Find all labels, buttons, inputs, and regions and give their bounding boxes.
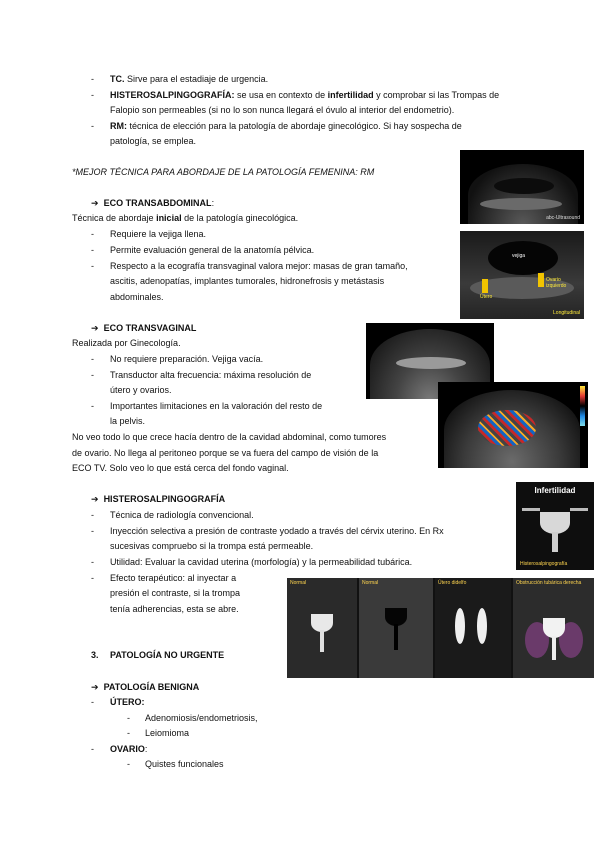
list-item-cont: ascitis, adenopatías, implantes tumorales, hidronefrosis y metástasis xyxy=(110,276,385,286)
bullet: - xyxy=(91,354,94,364)
hsg-panel: Útero didelfo xyxy=(435,578,511,678)
bullet: - xyxy=(91,245,94,255)
hsg-panel: Obstrucción tubárica derecha xyxy=(513,578,594,678)
label-uterus: Útero xyxy=(480,294,493,300)
bullet: - xyxy=(91,401,94,411)
hsg-panel: Normal xyxy=(287,578,357,678)
image-caption: Longitudinal xyxy=(553,310,580,316)
list-item: Adenomiosis/endometriosis, xyxy=(145,713,258,723)
eco-tv-intro: Realizada por Ginecología. xyxy=(72,338,181,348)
list-item: Leiomioma xyxy=(145,728,190,738)
pelvic-ultrasound-labeled-image xyxy=(460,231,584,319)
list-item-hsg: HISTEROSALPINGOGRAFÍA: se usa en contexto de infertilidad y comprobar si las Trompas de xyxy=(110,90,500,100)
bullet: - xyxy=(127,759,130,769)
bullet: - xyxy=(91,261,94,271)
bullet: - xyxy=(91,121,94,131)
bullet: - xyxy=(91,74,94,84)
paragraph-line: ECO TV. Solo veo lo que está cerca del fondo vaginal. xyxy=(72,463,289,473)
bullet: - xyxy=(91,744,94,754)
bullet: - xyxy=(91,510,94,520)
list-item-rm-cont: patología, se emplea. xyxy=(110,136,197,146)
list-item-hsg-cont: Falopio son permeables (si no lo son nunca llegará el óvulo al interior del endometrio). xyxy=(110,105,455,115)
bullet: - xyxy=(91,573,94,583)
list-item-rm: RM: técnica de elección para la patología de abordaje ginecológico. Si hay sospecha de xyxy=(110,121,462,131)
list-item-cont: tenía adherencias, esta se abre. xyxy=(110,604,239,614)
section-heading-benigna: ➔ PATOLOGÍA BENIGNA xyxy=(91,682,200,692)
paragraph-line: No veo todo lo que crece hacía dentro de la cavidad abdominal, como tumores xyxy=(72,432,387,442)
list-item-tc: TC. Sirve para el estadiaje de urgencia. xyxy=(110,74,269,84)
hsg-comparison-image xyxy=(287,578,594,678)
list-item: Requiere la vejiga llena. xyxy=(110,229,207,239)
list-item-cont: útero y ovarios. xyxy=(110,385,172,395)
image-title: Infertilidad xyxy=(534,486,576,495)
image-caption: abc-Ultrasound xyxy=(546,215,580,221)
list-item: Permite evaluación general de la anatomía pélvica. xyxy=(110,245,315,255)
list-item: Utilidad: Evaluar la cavidad uterina (morfología) y la permeabilidad tubárica. xyxy=(110,557,413,567)
hsg-panel: Normal xyxy=(359,578,433,678)
image-caption: Histerosalpingografía xyxy=(520,561,568,567)
label-bladder: vejiga xyxy=(512,253,526,259)
bullet: - xyxy=(91,90,94,100)
infertility-hsg-image xyxy=(516,482,594,570)
list-item: Efecto terapéutico: al inyectar a xyxy=(110,573,237,583)
section-heading-hsg: ➔ HISTEROSALPINGOGRAFÍA xyxy=(91,494,226,504)
list-item: No requiere preparación. Vejiga vacía. xyxy=(110,354,264,364)
list-item: Importantes limitaciones en la valoración del resto de xyxy=(110,401,323,411)
section-number: 3. xyxy=(91,650,99,660)
best-technique-note: *MEJOR TÉCNICA PARA ABORDAJE DE LA PATOLOGÍA FEMENINA: RM xyxy=(72,167,375,177)
section-heading-eco-tv: ➔ ECO TRANSVAGINAL xyxy=(91,323,197,333)
list-item-cont: la pelvis. xyxy=(110,416,146,426)
transabdominal-ultrasound-image xyxy=(460,150,584,224)
list-item: Quistes funcionales xyxy=(145,759,224,769)
section-heading-eco-ta: ➔ ECO TRANSABDOMINAL: xyxy=(91,198,215,208)
list-item: Respecto a la ecografía transvaginal valora mejor: masas de gran tamaño, xyxy=(110,261,408,271)
section-title: PATOLOGÍA NO URGENTE xyxy=(110,650,225,660)
bullet: - xyxy=(91,370,94,380)
bullet: - xyxy=(91,526,94,536)
color-scale xyxy=(580,386,585,426)
list-item: Inyección selectiva a presión de contraste yodado a través del cérvix uterino. En Rx xyxy=(110,526,444,536)
list-item-cont: presión el contraste, si la trompa xyxy=(110,588,241,598)
list-item-cont: abdominales. xyxy=(110,292,164,302)
bullet: - xyxy=(127,713,130,723)
bullet: - xyxy=(91,697,94,707)
paragraph-line: de ovario. No llega al peritoneo porque se va fuera del campo de visión de la xyxy=(72,448,379,458)
eco-ta-intro: Técnica de abordaje inicial de la patología ginecológica. xyxy=(72,213,299,223)
list-item-cont: sucesivas compruebo si la trompa está permeable. xyxy=(110,541,314,551)
list-item: Técnica de radiología convencional. xyxy=(110,510,254,520)
ovario-label: OVARIO: xyxy=(110,744,148,754)
list-item: Transductor alta frecuencia: máxima resolución de xyxy=(110,370,312,380)
bullet: - xyxy=(127,728,130,738)
bullet: - xyxy=(91,229,94,239)
label-ovary: Ovario izquierdo xyxy=(546,277,567,289)
utero-label: ÚTERO: xyxy=(110,697,145,707)
bullet: - xyxy=(91,557,94,567)
doppler-ultrasound-image xyxy=(438,382,588,468)
arrow-icon xyxy=(538,273,544,287)
arrow-icon xyxy=(482,279,488,293)
